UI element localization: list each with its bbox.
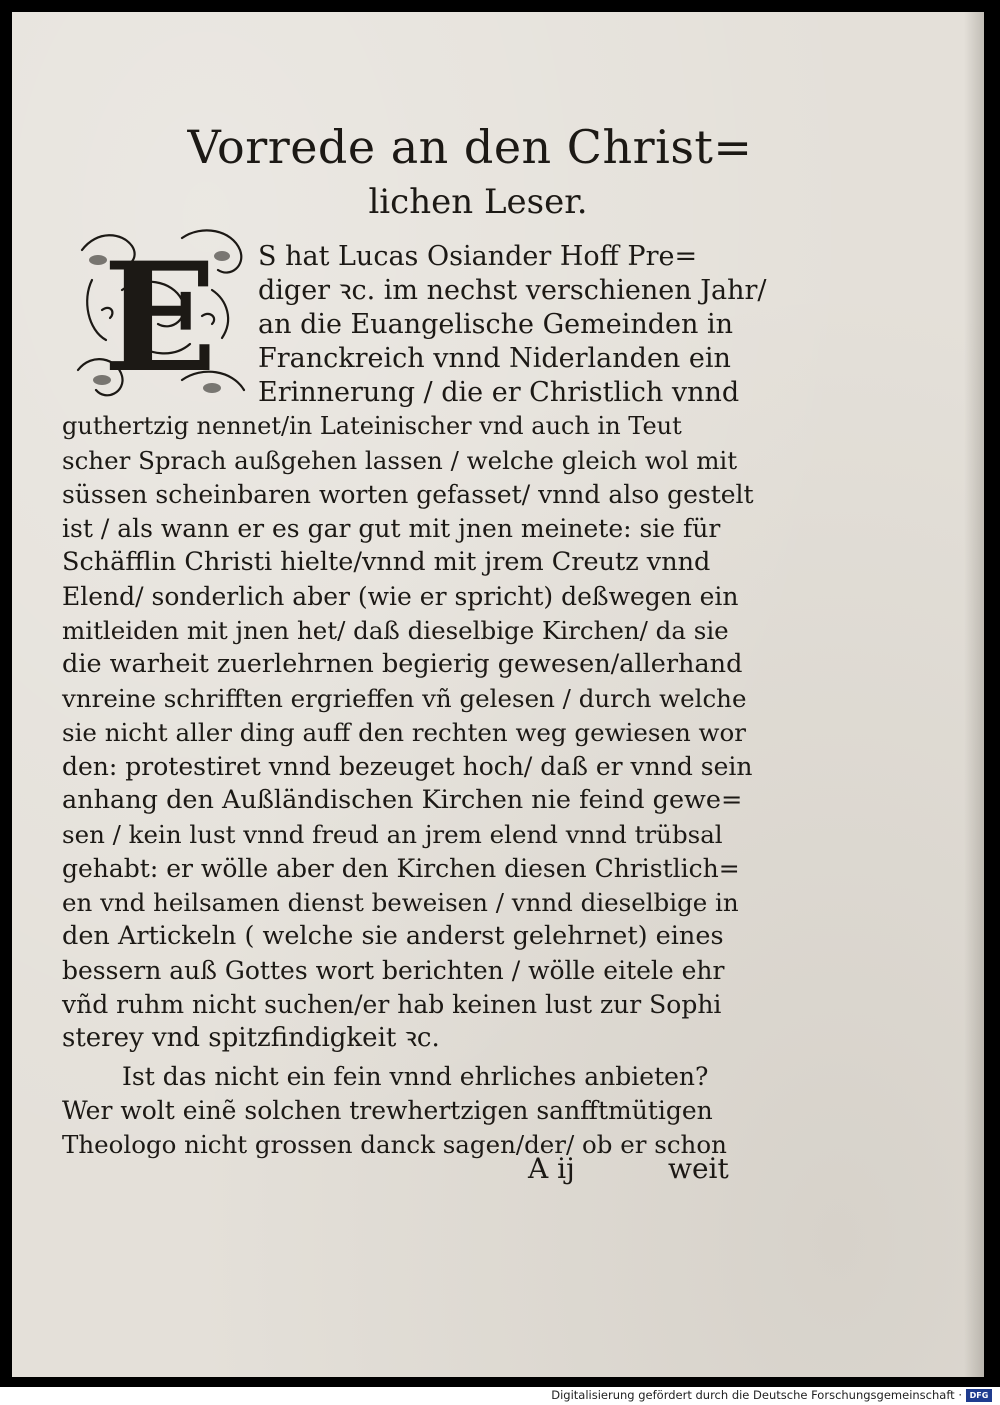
text-line: Wer wolt einẽ solchen trewhertzigen sanfftmütigen [62, 1096, 713, 1125]
text-line: guthertzig nennet/in Lateinischer vnd auch in Teut [62, 412, 682, 440]
text-line: bessern auß Gottes wort berichten / wölle eitele ehr [62, 956, 725, 985]
text-line: Franckreich vnnd Niderlanden ein [258, 343, 731, 374]
text-line: den: protestiret vnnd bezeuget hoch/ daß er vnnd sein [62, 752, 753, 781]
credit-text: Digitalisierung gefördert durch die Deutsche Forschungsgemeinschaft · [551, 1388, 962, 1402]
text-line: süssen scheinbaren worten gefasset/ vnnd also gestelt [62, 480, 754, 509]
text-line: S hat Lucas Osiander Hoff Pre= [258, 241, 698, 272]
text-line: Theologo nicht grossen danck sagen/der/ ob er schon [62, 1130, 727, 1159]
text-line: scher Sprach außgehen lassen / welche gleich wol mit [62, 446, 738, 475]
text-line: Erinnerung / die er Christlich vnnd [258, 377, 740, 408]
signature-mark: A ij [528, 1152, 575, 1185]
text-line: die warheit zuerlehrnen begierig gewesen/allerhand [62, 649, 743, 679]
text-line: Ist das nicht ein fein vnnd ehrliches anbieten? [122, 1062, 709, 1091]
heading-line-2: lichen Leser. [368, 182, 588, 222]
text-line: anhang den Außländischen Kirchen nie feind gewe= [62, 785, 743, 815]
catchword: weit [668, 1152, 729, 1185]
text-line: an die Euangelische Gemeinden in [258, 309, 734, 340]
book-page [12, 12, 984, 1377]
text-line: den Artickeln ( welche sie anderst gelehrnet) eines [62, 921, 724, 951]
text-line: mitleiden mit jnen het/ daß dieselbige Kirchen/ da sie [62, 616, 729, 645]
initial-letter: E [102, 230, 218, 406]
text-line: diger ꝛc. im nechst verschienen Jahr/ [258, 275, 767, 306]
page-edge-shadow [964, 12, 984, 1377]
dfg-logo-icon: DFG [966, 1389, 992, 1402]
text-line: sterey vnd spitzfindigkeit ꝛc. [62, 1023, 440, 1053]
text-line: Schäfflin Christi hielte/vnnd mit jrem Creutz vnnd [62, 547, 711, 577]
text-line: sie nicht aller ding auff den rechten weg gewiesen wor [62, 718, 746, 747]
heading-line-1: Vorrede an den Christ= [187, 120, 753, 174]
text-line: vnreine schrifften ergrieffen vñ gelesen / durch welche [62, 684, 747, 713]
text-line: Elend/ sonderlich aber (wie er spricht) deßwegen ein [62, 582, 739, 611]
text-line: sen / kein lust vnnd freud an jrem elend vnnd trübsal [62, 820, 723, 849]
text-line: gehabt: er wölle aber den Kirchen diesen Christlich= [62, 854, 740, 883]
text-line: vñd ruhm nicht suchen/er hab keinen lust zur Sophi [62, 990, 722, 1019]
text-line: ist / als wann er es gar gut mit jnen meinete: sie für [62, 514, 721, 543]
text-line: en vnd heilsamen dienst beweisen / vnnd dieselbige in [62, 888, 739, 917]
decorated-initial-icon [62, 220, 258, 416]
